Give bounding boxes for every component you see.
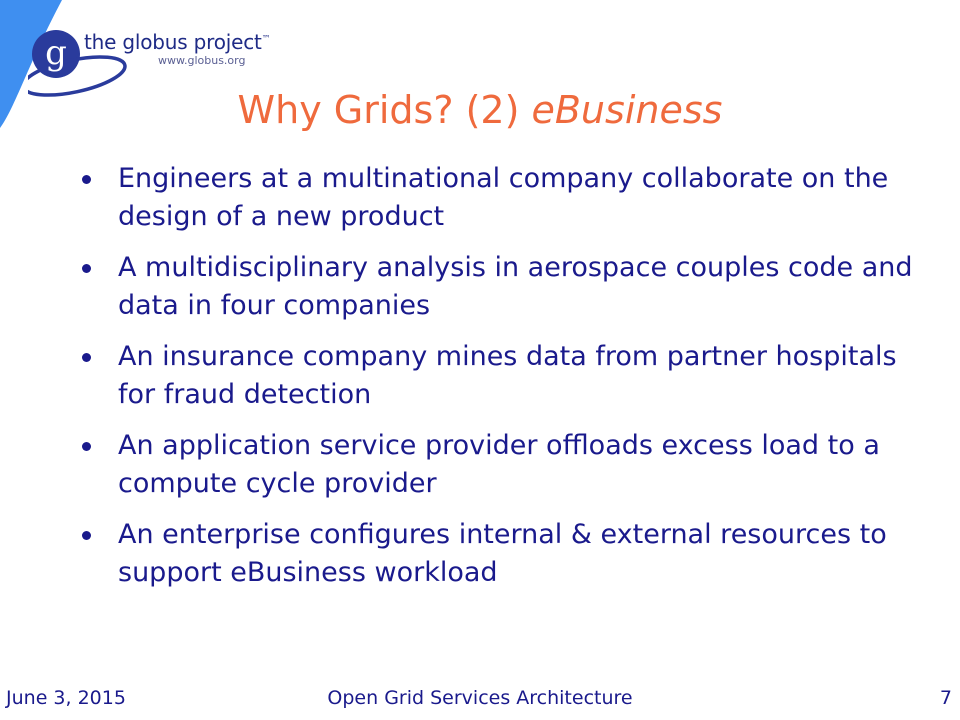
- footer-date: June 3, 2015: [6, 687, 126, 709]
- bullet-item: [76, 338, 926, 414]
- bullet-item: [76, 516, 926, 592]
- bullet-text: Engineers at a multinational company collaborate on the design of a new product: [118, 163, 889, 232]
- bullet-item: [76, 249, 926, 325]
- slide-footer: [0, 687, 960, 717]
- bullet-text: A multidisciplinary analysis in aerospace couples code and data in four companies: [118, 252, 913, 321]
- bullet-dot-icon: [82, 531, 91, 540]
- bullet-dot-icon: [82, 175, 91, 184]
- logo-letter: g: [45, 33, 67, 73]
- bullet-item: [76, 427, 926, 503]
- title-emphasis: eBusiness: [531, 88, 723, 132]
- bullet-text: An application service provider offloads excess load to a compute cycle provider: [118, 430, 880, 499]
- bullet-dot-icon: [82, 264, 91, 273]
- logo-url: www.globus.org: [158, 54, 246, 67]
- page-number: 7: [939, 687, 952, 709]
- bullet-text: An insurance company mines data from partner hospitals for fraud detection: [118, 341, 897, 410]
- bullet-list: [76, 160, 926, 605]
- bullet-dot-icon: [82, 353, 91, 362]
- bullet-dot-icon: [82, 442, 91, 451]
- bullet-text: An enterprise configures internal & external resources to support eBusiness workload: [118, 519, 887, 588]
- bullet-item: [76, 160, 926, 236]
- logo-name: the globus project™: [84, 30, 271, 54]
- title-plain: Why Grids? (2): [237, 88, 532, 132]
- slide-title: [0, 88, 960, 132]
- footer-title: Open Grid Services Architecture: [327, 687, 633, 709]
